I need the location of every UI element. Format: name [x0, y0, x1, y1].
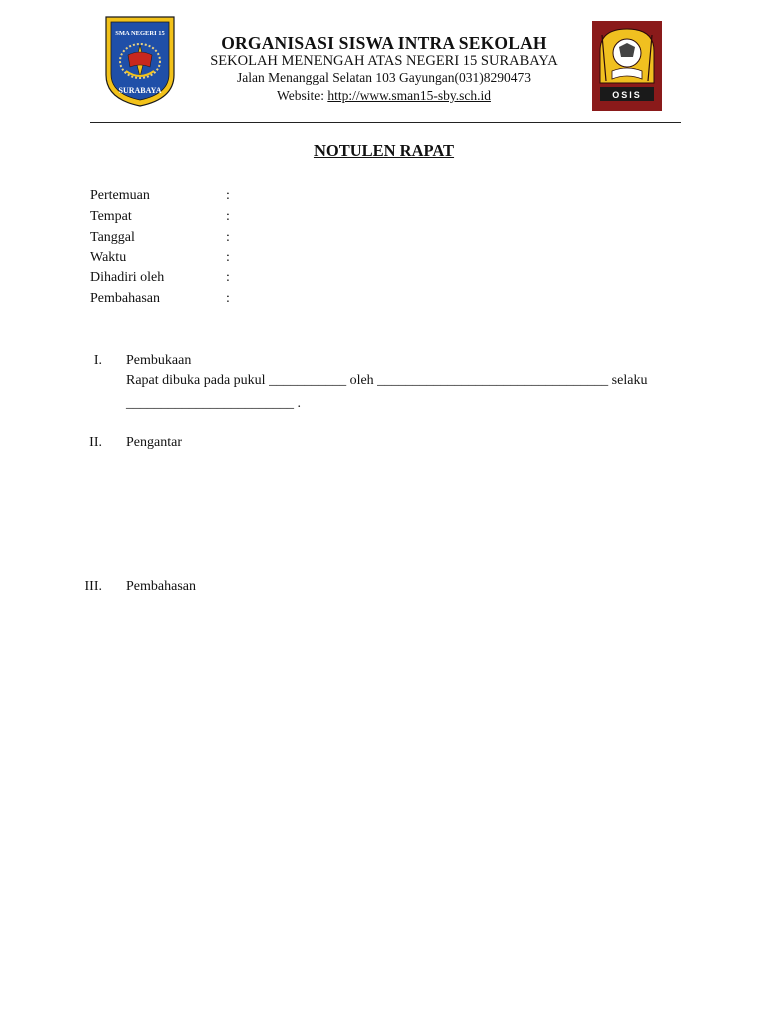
org-title: ORGANISASI SISWA INTRA SEKOLAH	[221, 33, 547, 53]
section-heading-pembukaan: Pembukaan	[126, 353, 192, 368]
field-colon: :	[226, 209, 230, 224]
logo-text-bottom: SURABAYA	[118, 86, 162, 95]
field-label-dihadiri-oleh: Dihadiri oleh	[90, 270, 165, 285]
field-label-tanggal: Tanggal	[90, 230, 135, 245]
osis-logo-text: OSIS	[612, 90, 642, 100]
header-divider	[90, 122, 681, 123]
pembukaan-body-line-2: ________________________ .	[126, 396, 301, 411]
field-label-pembahasan: Pembahasan	[90, 291, 160, 306]
website-link[interactable]: http://www.sman15-sby.sch.id	[327, 88, 491, 103]
phone-text: (031)8290473	[454, 70, 531, 85]
field-colon: :	[226, 250, 230, 265]
field-colon: :	[226, 270, 230, 285]
section-number: III.	[84, 579, 102, 594]
section-heading-pembahasan: Pembahasan	[126, 579, 196, 594]
school-address	[160, 70, 608, 86]
field-colon: :	[226, 188, 230, 203]
osis-logo	[592, 21, 662, 111]
school-name: SEKOLAH MENENGAH ATAS NEGERI 15 SURABAYA	[210, 53, 558, 69]
field-colon: :	[226, 230, 230, 245]
section-heading-pengantar: Pengantar	[126, 435, 182, 450]
document-title: NOTULEN RAPAT	[313, 141, 455, 160]
website-label: Website:	[277, 88, 324, 103]
field-colon: :	[226, 291, 230, 306]
logo-text-top: SMA NEGERI 15	[115, 30, 165, 37]
field-label-waktu: Waktu	[90, 250, 127, 265]
section-number: II.	[89, 435, 102, 450]
address-text: Jalan Menanggal Selatan 103 Gayungan	[237, 70, 455, 85]
section-number: I.	[93, 353, 102, 368]
field-label-pertemuan: Pertemuan	[90, 188, 150, 203]
field-label-tempat: Tempat	[90, 209, 132, 224]
pembukaan-body-line-1: Rapat dibuka pada pukul ___________ oleh _________________________________ selaku	[126, 373, 648, 388]
school-website	[160, 88, 608, 104]
